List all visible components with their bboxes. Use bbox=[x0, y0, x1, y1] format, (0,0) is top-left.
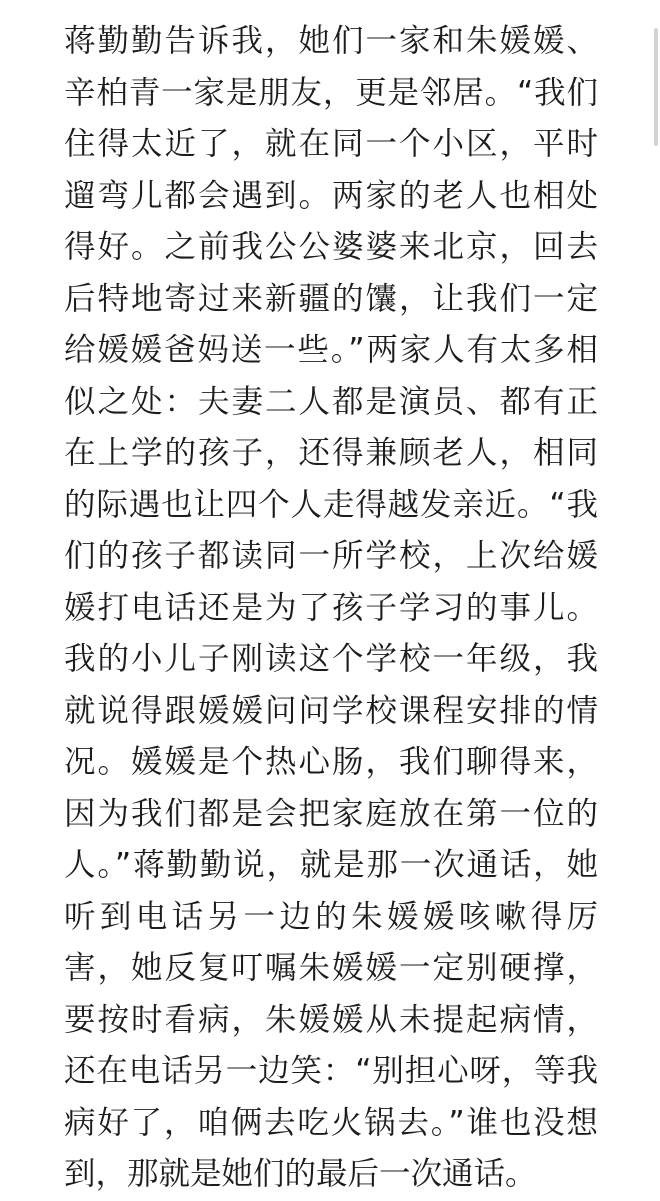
vertical-scrollbar-track[interactable] bbox=[654, 0, 660, 1129]
vertical-scrollbar-thumb[interactable] bbox=[654, 28, 658, 146]
article-paragraph: 蒋勤勤告诉我，她们一家和朱媛媛、辛柏青一家是朋友，更是邻居。“我们住得太近了，就在同一个小区，平时遛弯儿都会遇到。两家的老人也相处得好。之前我公公婆婆来北京，回去后特地寄过来新疆的馕，让我们一定给媛媛爸妈送一些。”两家人有太多相似之处：夫妻二人都是演员、都有正在上学的孩子，还得兼顾老人，相同的际遇也让四个人走得越发亲近。“我们的孩子都读同一所学校，上次给媛媛打电话还是为了孩子学习的事儿。我的小儿子刚读这个学校一年级，我就说得跟媛媛问问学校课程安排的情况。媛媛是个热心肠，我们聊得来，因为我们都是会把家庭放在第一位的人。”蒋勤勤说，就是那一次通话，她听到电话另一边的朱媛媛咳嗽得厉害，她反复叮嘱朱媛媛一定别硬撑，要按时看病，朱媛媛从未提起病情，还在电话另一边笑：“别担心呀，等我病好了，咱俩去吃火锅去。”谁也没想到，那就是她们的最后一次通话。 bbox=[64, 23, 598, 1192]
